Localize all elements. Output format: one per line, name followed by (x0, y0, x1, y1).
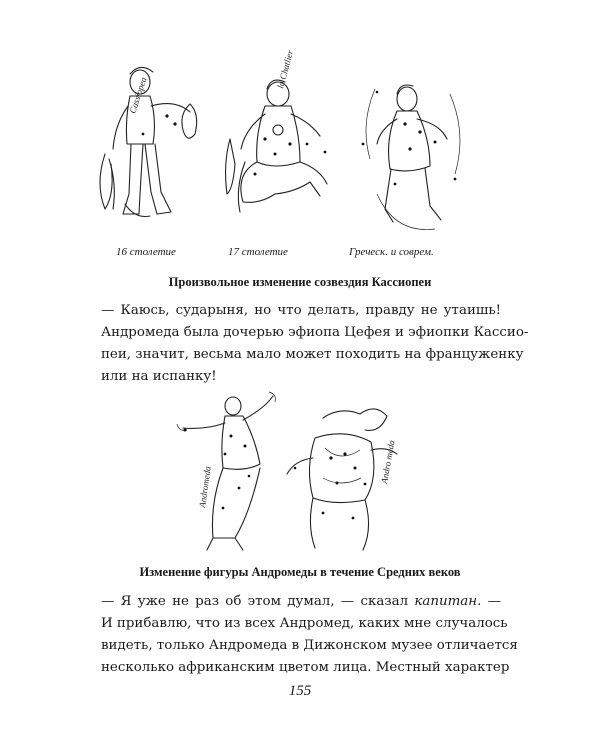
figure-two-caption: Изменение фигуры Андромеды в течение Средних веков (139, 565, 461, 579)
andromeda-illustration (165, 388, 445, 558)
paragraph-two-line: видеть, только Андромеда в Дижонском музее отличается (101, 638, 518, 653)
page-number: 155 (288, 683, 312, 699)
cassiopeia-greek-modern-figure (362, 85, 460, 230)
cassiopeia-illustration (95, 44, 495, 244)
paragraph-one-line: или на испанку! (101, 369, 217, 384)
paragraph-one-line: Андромеда была дочерью эфиопа Цефея и эфиопки Кассио- (101, 325, 529, 340)
paragraph-two-text: — Я уже не раз об этом думал, — сказал (101, 594, 415, 609)
paragraph-one (101, 300, 529, 388)
cassiopeia-17th-century-figure (226, 49, 327, 212)
paragraph-one-line: — Каюсь, сударыня, но что делать, правду не утаишь! (101, 303, 501, 318)
label-17th-century: 17 столетие (228, 246, 288, 258)
paragraph-two-italic-word: капитан (414, 594, 478, 609)
paragraph-two-line (101, 591, 501, 613)
andromeda-figure-right (287, 409, 397, 550)
label-16th-century: 16 столетие (116, 246, 176, 258)
svg-text:Andromeda: Andromeda (197, 465, 213, 509)
svg-text:Andro meda: Andro meda (379, 439, 397, 485)
paragraph-two (101, 591, 518, 679)
figure-one-caption: Произвольное изменение созвездия Кассиопеи (168, 275, 432, 289)
andromeda-figure-left (177, 392, 275, 550)
andromeda-figures-drawing (165, 388, 445, 558)
svg-text:lo Chatlier: lo Chatlier (275, 49, 296, 90)
svg-text:Cassiopea: Cassiopea (127, 75, 149, 115)
paragraph-two-text: . — (477, 594, 501, 609)
paragraph-two-line: И прибавлю, что из всех Андромед, каких мне случалось (101, 616, 508, 631)
cassiopeia-figures-drawing (95, 44, 495, 244)
paragraph-two-line: несколько африканским цветом лица. Местный характер (101, 660, 510, 675)
cassiopeia-16th-century-figure (100, 67, 197, 216)
paragraph-one-line: пеи, значит, весьма мало может походить на француженку (101, 347, 524, 362)
figure-one-labels (0, 246, 600, 264)
label-greek-modern: Греческ. и соврем. (349, 246, 434, 258)
